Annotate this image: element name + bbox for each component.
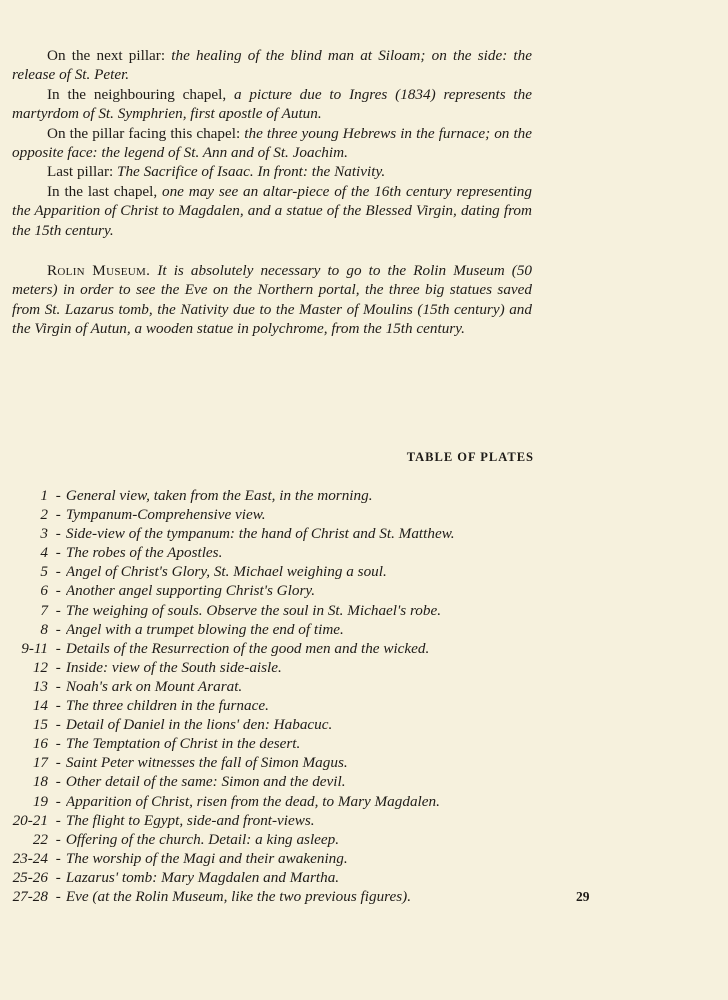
plate-description: The Temptation of Christ in the desert. [65, 735, 301, 753]
plate-separator: - [52, 849, 61, 867]
plate-description: Eve (at the Rolin Museum, like the two previous figures). [65, 887, 412, 905]
plate-separator: - [52, 487, 61, 504]
plate-number: 5 [40, 563, 48, 581]
plate-separator: - [52, 525, 61, 543]
plate-number: 23-24 [12, 849, 48, 867]
plate-number: 6 [40, 582, 48, 600]
plate-separator: - [52, 868, 61, 886]
paragraph-lead: Last pillar: [47, 163, 118, 181]
plate-entry [12, 772, 532, 791]
plate-entry [12, 753, 532, 772]
plate-number: 17 [32, 754, 48, 772]
plate-description: Lazarus' tomb: Mary Magdalen and Martha. [65, 868, 340, 886]
plate-description: The flight to Egypt, side-and front-views. [65, 811, 315, 829]
plate-entry [12, 887, 532, 906]
paragraph-italic: the three young Hebrews in the furnace; on the opposite face: the legend of St. Ann and of St. Joachim. [12, 124, 532, 162]
plates-title: TABLE OF PLATES [406, 450, 534, 464]
plate-separator: - [52, 773, 61, 791]
museum-heading: Rolin Museum. [47, 262, 151, 279]
plate-separator: - [52, 582, 61, 600]
plate-separator: - [52, 620, 61, 638]
plate-description: Inside: view of the South side-aisle. [65, 658, 282, 676]
plate-entry [12, 543, 532, 562]
plate-number: 9-11 [21, 639, 48, 657]
paragraph-italic: a picture due to Ingres (1834) represents the martyrdom of St. Symphrien, first apostle of Autun. [12, 85, 532, 123]
paragraph-lead: In the last chapel, [47, 182, 162, 200]
plate-number: 7 [40, 601, 48, 619]
paragraph-lead: In the neighbouring chapel, [47, 85, 234, 103]
plate-separator: - [52, 544, 61, 562]
intro-section [12, 46, 532, 240]
plate-separator: - [52, 830, 61, 848]
plate-separator: - [52, 887, 61, 905]
plate-entry [12, 486, 532, 505]
plate-entry [12, 868, 532, 887]
plate-separator: - [52, 601, 61, 619]
plate-description: Offering of the church. Detail: a king asleep. [65, 830, 340, 848]
plates-list [12, 486, 532, 906]
plate-entry [12, 849, 532, 868]
plate-description: The weighing of souls. Observe the soul in St. Michael's robe. [65, 601, 442, 619]
plate-number: 25-26 [12, 868, 48, 886]
intro-paragraph [12, 182, 532, 240]
paragraph-italic: The Sacrifice of Isaac. In front: the Nativity. [117, 163, 386, 181]
plate-separator: - [52, 506, 61, 524]
paragraph-lead: On the pillar facing this chapel: [47, 124, 245, 142]
plate-number: 22 [32, 830, 48, 848]
plate-number: 15 [32, 716, 48, 734]
plate-number: 3 [40, 525, 48, 543]
plate-description: Details of the Resurrection of the good men and the wicked. [65, 639, 430, 657]
plate-separator: - [52, 735, 61, 753]
plate-number: 16 [32, 735, 48, 753]
plate-entry [12, 524, 532, 543]
plate-description: The robes of the Apostles. [65, 544, 223, 562]
plate-description: Saint Peter witnesses the fall of Simon Magus. [65, 754, 348, 772]
plate-separator: - [52, 792, 61, 810]
plate-separator: - [52, 697, 61, 715]
intro-paragraph [12, 85, 532, 124]
plate-number: 19 [32, 792, 48, 810]
plate-entry [12, 562, 532, 581]
plate-number: 1 [40, 487, 48, 504]
plate-description: Detail of Daniel in the lions' den: Habacuc. [65, 716, 333, 734]
plate-number: 4 [40, 544, 48, 562]
plate-number: 8 [40, 620, 48, 638]
plate-number: 20-21 [12, 811, 48, 829]
plate-number: 14 [32, 697, 48, 715]
plate-description: Other detail of the same: Simon and the devil. [65, 773, 346, 791]
plate-description: Angel of Christ's Glory, St. Michael weighing a soul. [65, 563, 387, 581]
plate-entry [12, 658, 532, 677]
plate-entry [12, 620, 532, 639]
intro-paragraph [12, 162, 532, 181]
plate-separator: - [52, 811, 61, 829]
museum-section [12, 261, 532, 339]
plate-description: General view, taken from the East, in the morning. [65, 487, 373, 504]
plate-entry [12, 792, 532, 811]
plate-description: Tympanum-Comprehensive view. [65, 506, 266, 524]
plate-entry [12, 581, 532, 600]
plate-description: Side-view of the tympanum: the hand of Christ and St. Matthew. [65, 525, 455, 543]
plate-entry [12, 811, 532, 830]
plate-separator: - [52, 563, 61, 581]
plate-description: Another angel supporting Christ's Glory. [65, 582, 316, 600]
plate-description: Apparition of Christ, risen from the dead, to Mary Magdalen. [65, 792, 440, 810]
plate-entry [12, 734, 532, 753]
plate-description: Angel with a trumpet blowing the end of time. [65, 620, 344, 638]
plate-separator: - [52, 716, 61, 734]
plate-entry [12, 715, 532, 734]
plate-separator: - [52, 677, 61, 695]
plate-separator: - [52, 754, 61, 772]
plate-entry [12, 830, 532, 849]
intro-paragraph [12, 124, 532, 163]
plate-entry [12, 639, 532, 658]
plate-separator: - [52, 639, 61, 657]
plate-number: 13 [32, 677, 48, 695]
plate-entry [12, 696, 532, 715]
plate-number: 27-28 [12, 887, 48, 905]
paragraph-italic: one may see an altar-piece of the 16th century representing the Apparition of Christ to Magdalen, and a statue of the Blessed Virgin, dating from the 15th century. [12, 182, 532, 239]
plate-number: 18 [32, 773, 48, 791]
plate-entry [12, 505, 532, 524]
plate-separator: - [52, 658, 61, 676]
page-number: 29 [576, 889, 590, 904]
intro-paragraph [12, 46, 532, 85]
plate-description: The three children in the furnace. [65, 697, 269, 715]
plate-entry [12, 601, 532, 620]
plate-number: 2 [40, 506, 48, 524]
paragraph-lead: On the next pillar: [47, 47, 172, 64]
plate-number: 12 [32, 658, 48, 676]
plate-description: Noah's ark on Mount Ararat. [65, 677, 243, 695]
plate-description: The worship of the Magi and their awakening. [65, 849, 348, 867]
museum-paragraph [12, 261, 532, 339]
plate-entry [12, 677, 532, 696]
museum-text: It is absolutely necessary to go to the Rolin Museum (50 meters) in order to see the Eve on the Northern portal, the three big statues saved from St. Lazarus tomb, the Nativity due to the Master of Moulins (15th century) and the Virgin of Autun, a wooden statue in polychrome, from the 15th century. [12, 262, 533, 338]
paragraph-italic: the healing of the blind man at Siloam; on the side: the release of St. Peter. [12, 47, 532, 84]
